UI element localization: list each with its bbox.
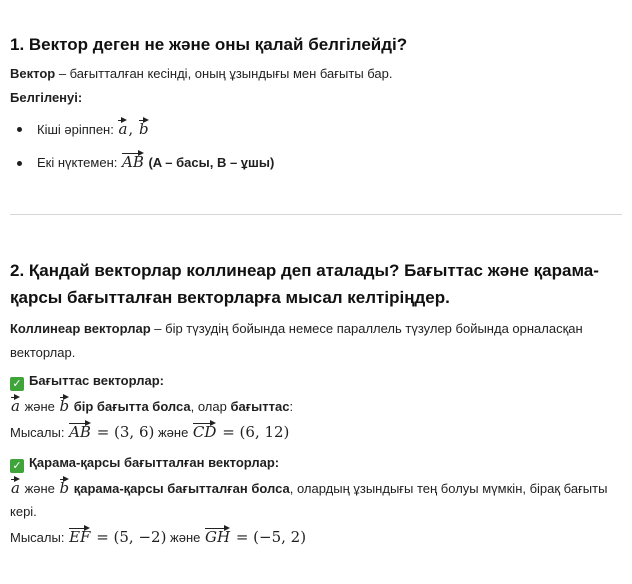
label-text: Бағыттас векторлар: [29, 373, 164, 388]
value: = (5, −2) [91, 528, 167, 546]
bullet-text: Екі нүктемен: [37, 155, 121, 170]
vector-ab: AB [69, 423, 91, 441]
and-word: және [154, 425, 192, 440]
definition-text: – бір түзудің бойында немесе параллель түзулер бойында орналасқан векторлар. [10, 321, 583, 360]
separator: , [128, 120, 138, 138]
section2-definition [10, 317, 610, 365]
vector-a: a [118, 120, 128, 138]
section-divider [10, 214, 622, 215]
same-direction-example [10, 421, 289, 444]
vector-a: a [11, 397, 20, 415]
same-direction-label [10, 370, 164, 392]
and-word: және [166, 530, 204, 545]
list-item [10, 152, 622, 174]
definition-term: Вектор [10, 66, 56, 81]
section2-heading: 2. Қандай векторлар коллинеар деп аталады? Бағыттас және қарама-қарсы бағытталған векторларға мысал келтіріңдер. [10, 261, 599, 307]
section1-definition [10, 63, 393, 85]
value: = (3, 6) [91, 423, 155, 441]
vector-b: b [59, 479, 70, 497]
tail-end: : [289, 399, 294, 414]
and-word: және [20, 481, 59, 496]
notation-label [10, 87, 82, 109]
tail-text: , олардың ұзындығы тең болуы мүмкін, бірақ бағыты кері. [10, 481, 608, 519]
example-label: Мысалы: [10, 530, 69, 545]
notation-list [10, 118, 622, 174]
tail-text: , олар [190, 399, 231, 414]
bullet-note: (A – басы, B – ұшы) [144, 155, 275, 170]
value: = (−5, 2) [231, 528, 307, 546]
check-mark-icon: ✓ [10, 459, 24, 473]
vector-ef: EF [69, 528, 91, 546]
same-direction-rule [10, 396, 293, 418]
definition-text: – бағытталған кесінді, оның ұзындығы мен бағыты бар. [55, 66, 393, 81]
vector-ab: AB [121, 153, 144, 171]
and-word: және [20, 399, 59, 414]
bold-phrase: бір бағытта болса [70, 399, 191, 414]
definition-term: Коллинеар векторлар [10, 321, 151, 336]
tail-bold: бағыттас [230, 399, 290, 414]
vector-gh: GH [204, 528, 231, 546]
list-item [10, 118, 622, 141]
vector-a: a [11, 479, 20, 497]
opposite-direction-rule [10, 477, 610, 523]
notation-label-text: Белгіленуі: [10, 90, 83, 105]
opposite-direction-example [10, 526, 306, 549]
opposite-direction-label [10, 452, 279, 474]
section1-heading: 1. Вектор деген не және оны қалай белгілейді? [10, 35, 408, 54]
check-mark-icon: ✓ [10, 377, 24, 391]
value: = (6, 12) [217, 423, 290, 441]
example-label: Мысалы: [10, 425, 69, 440]
vector-b: b [59, 397, 70, 415]
bullet-text: Кіші әріппен: [37, 122, 118, 137]
vector-b: b [138, 120, 149, 138]
vector-cd: CD [192, 423, 217, 441]
bold-phrase: қарама-қарсы бағытталған болса [70, 481, 290, 496]
label-text: Қарама-қарсы бағытталған векторлар: [29, 455, 280, 470]
